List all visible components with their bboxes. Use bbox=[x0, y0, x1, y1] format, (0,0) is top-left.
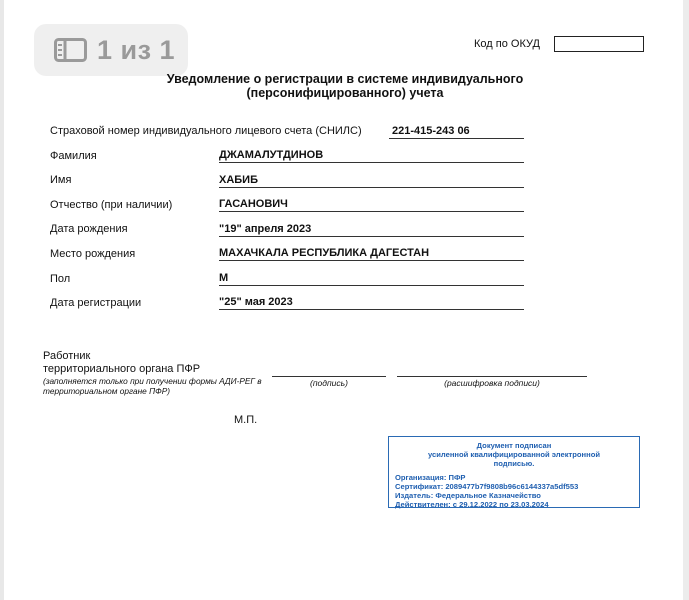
page-indicator[interactable] bbox=[34, 24, 188, 76]
worker-note: (заполняется только при получении формы АДИ-РЕГ в территориальном органе ПФР) bbox=[43, 376, 262, 396]
e-signature-validity: Действителен: с 29.12.2022 по 23.03.2024 bbox=[395, 500, 549, 509]
e-signature-stamp bbox=[388, 436, 640, 508]
e-signature-head-line1: Документ подписан bbox=[476, 441, 552, 450]
e-signature-head-line3: подписью. bbox=[493, 459, 535, 468]
first-name-value: ХАБИБ bbox=[219, 174, 524, 188]
patronymic-value: ГАСАНОВИЧ bbox=[219, 198, 524, 212]
e-signature-certificate: Сертификат: 2089477b7f9808b96c6144337a5df553 bbox=[395, 482, 579, 491]
viewer-right-edge bbox=[683, 0, 689, 600]
okud-code-box bbox=[554, 36, 644, 52]
registration-date-label: Дата регистрации bbox=[50, 297, 142, 309]
birth-place-label: Место рождения bbox=[50, 248, 136, 260]
stamp-place-label: М.П. bbox=[234, 414, 258, 426]
document-title-line2: (персонифицированного) учета bbox=[246, 86, 444, 100]
e-signature-organization: Организация: ПФР bbox=[395, 473, 466, 482]
e-signature-head-line2: усиленной квалифицированной электронной bbox=[427, 450, 601, 459]
e-signature-details bbox=[395, 473, 633, 509]
document-title-line1: Уведомление о регистрации в системе индивидуального bbox=[166, 72, 524, 86]
birth-date-value: "19" апреля 2023 bbox=[219, 223, 524, 237]
snils-value: 221-415-243 06 bbox=[389, 125, 524, 139]
document-title bbox=[140, 72, 550, 100]
patronymic-label: Отчество (при наличии) bbox=[50, 199, 173, 211]
sex-value: М bbox=[219, 272, 524, 286]
birth-date-label: Дата рождения bbox=[50, 223, 128, 235]
last-name-value: ДЖАМАЛУТДИНОВ bbox=[219, 149, 524, 163]
registration-date-value: "25" мая 2023 bbox=[219, 296, 524, 310]
e-signature-head bbox=[395, 441, 633, 468]
last-name-label: Фамилия bbox=[50, 150, 97, 162]
birth-place-value: МАХАЧКАЛА РЕСПУБЛИКА ДАГЕСТАН bbox=[219, 247, 524, 261]
signature-decode-caption: (расшифровка подписи) bbox=[444, 378, 540, 388]
first-name-label: Имя bbox=[50, 174, 72, 186]
signature-decode-line bbox=[397, 376, 587, 377]
signature-caption: (подпись) bbox=[310, 378, 348, 388]
snils-label: Страховой номер индивидуального лицевого счета (СНИЛС) bbox=[50, 125, 362, 137]
sex-label: Пол bbox=[50, 273, 71, 285]
worker-title bbox=[43, 350, 200, 376]
page-indicator-text: 1 из 1 bbox=[97, 34, 176, 65]
sidebar-pages-icon bbox=[54, 38, 87, 62]
okud-label: Код по ОКУД bbox=[474, 38, 540, 50]
worker-title-line1: Работник bbox=[43, 350, 91, 362]
worker-title-line2: территориального органа ПФР bbox=[43, 363, 201, 375]
e-signature-issuer: Издатель: Федеральное Казначейство bbox=[395, 491, 541, 500]
signature-line bbox=[272, 376, 386, 377]
viewer-left-edge bbox=[0, 0, 4, 600]
